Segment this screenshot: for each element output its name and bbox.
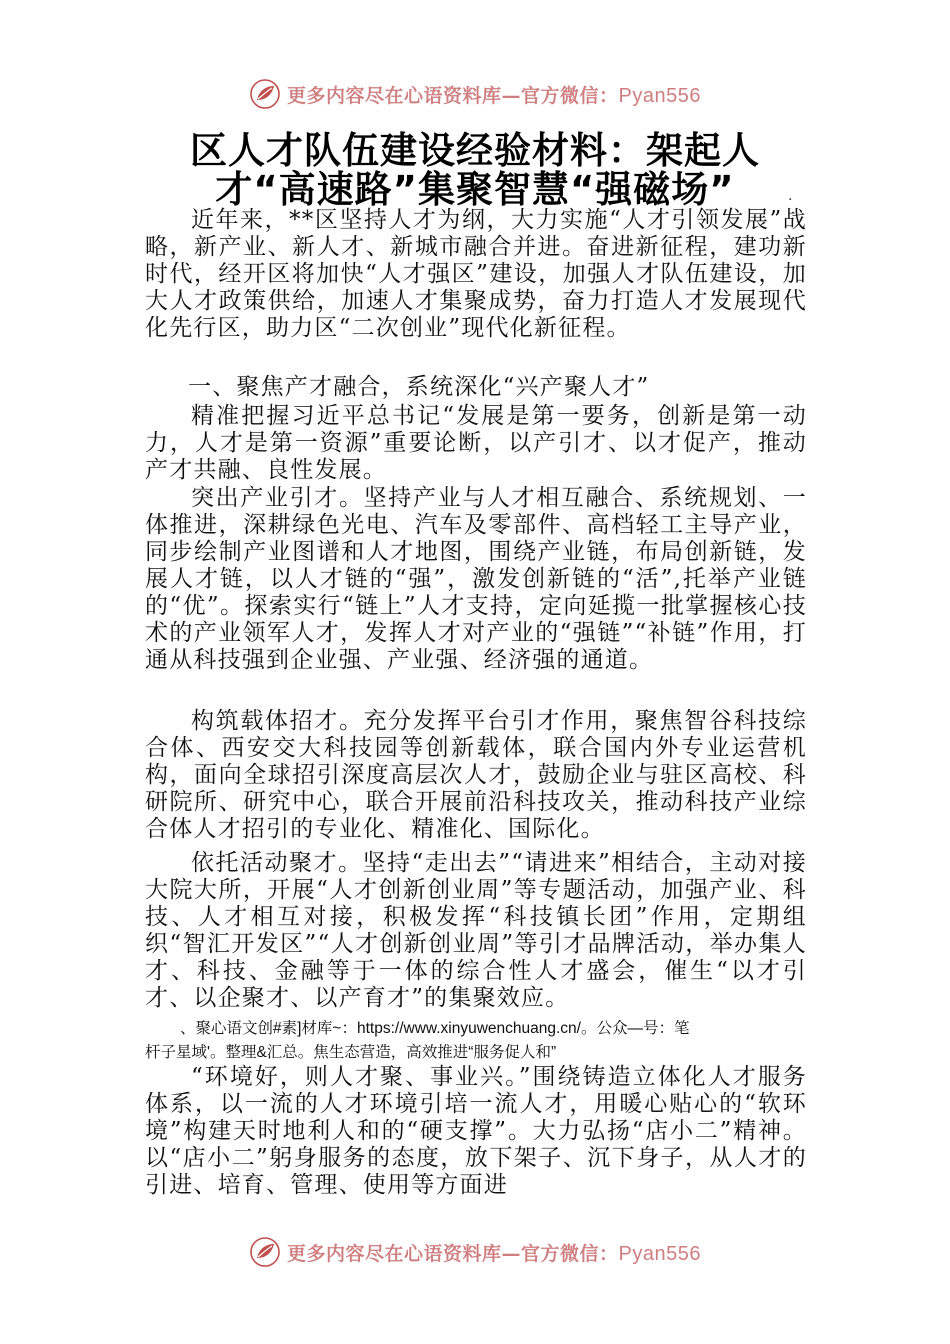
banner-text [287, 81, 701, 108]
source-note-line-1: 、聚心语文创#素]材库~：https://www.xinyuwenchuang.cn/。公众—号：笔 [180, 1020, 690, 1037]
activity-paragraph: 依托活动聚才。坚持“走出去”“请进来”相结合，主动对接大院大所，开展“人才创新创业周”等专题活动，加强产业、科技、人才相互对接，积极发挥“科技镇长团”作用，定期组织“智汇开发区”“人才创新创业周”等引才品牌活动，举办集人才、科技、金融等于一体的综合性人才盛会，催生“以才引才、以企聚才、以产育才”的集聚效应。 [145, 850, 807, 1011]
leaf-logo-icon [249, 78, 281, 110]
industry-paragraph: 突出产业引才。坚持产业与人才相互融合、系统规划、一体推进，深耕绿色光电、汽车及零部件、高档轻工主导产业，同步绘制产业图谱和人才地图，围绕产业链，布局创新链，发展人才链，以人才链的“强”，激发创新链的“活”,托举产业链的“优”。探索实行“链上”人才支持，定向延揽一批掌握核心技术的产业领军人才，发挥人才对产业的“强链”“补链”作用，打通从科技强到企业强、产业强、经济强的通道。 [145, 485, 807, 673]
banner-text [287, 1239, 701, 1266]
source-note-line-2: 杆子星域'。整理&汇总。焦生态营造，高效推进“服务促人和” [145, 1044, 557, 1061]
wechat-id: Pyan556 [618, 1242, 701, 1265]
section1-heading: 一、聚焦产才融合，系统深化“兴产聚人才” [188, 374, 650, 400]
banner-label: 更多内容尽在心语资料库—官方微信： [287, 84, 619, 107]
environment-paragraph: “环境好，则人才聚、事业兴。”围绕铸造立体化人才服务体系，以一流的人才环境引培一流人才，用暖心贴心的“软环境”构建天时地利人和的“硬支撑”。大力弘扬“店小二”精神。以“店小二”躬身服务的态度，放下架子、沉下身子，从人才的引进、培育、管理、使用等方面进 [145, 1064, 807, 1198]
banner-label: 更多内容尽在心语资料库—官方微信： [287, 1242, 619, 1265]
top-banner [0, 74, 950, 114]
platform-paragraph: 构筑载体招才。充分发挥平台引才作用，聚焦智谷科技综合体、西安交大科技园等创新载体，联合国内外专业运营机构，面向全球招引深度高层次人才，鼓励企业与驻区高校、科研院所、研究中心，联合开展前沿科技攻关，推动科技产业综合体人才招引的专业化、精准化、国际化。 [145, 708, 807, 842]
wechat-id: Pyan556 [618, 84, 701, 107]
leaf-logo-icon [249, 1236, 281, 1268]
intro-paragraph: 近年来，**区坚持人才为纲，大力实施“人才引领发展”战略，新产业、新人才、新城市融合并进。奋进新征程，建功新时代，经开区将加快“人才强区”建设，加强人才队伍建设，加大人才政策供给，加速人才集聚成势，奋力打造人才发展现代化先行区，助力区“二次创业”现代化新征程。 [145, 207, 807, 341]
document-title-line-2: 才“高速路”集聚智慧“强磁场” [215, 168, 735, 211]
bottom-banner [0, 1232, 950, 1272]
document-title-line-1: 区人才队伍建设经验材料：架起人 [190, 129, 760, 172]
stray-dot: . [788, 188, 793, 204]
section1-intro: 精准把握习近平总书记“发展是第一要务，创新是第一动力，人才是第一资源”重要论断，以产引才、以才促产，推动产才共融、良性发展。 [145, 403, 807, 483]
